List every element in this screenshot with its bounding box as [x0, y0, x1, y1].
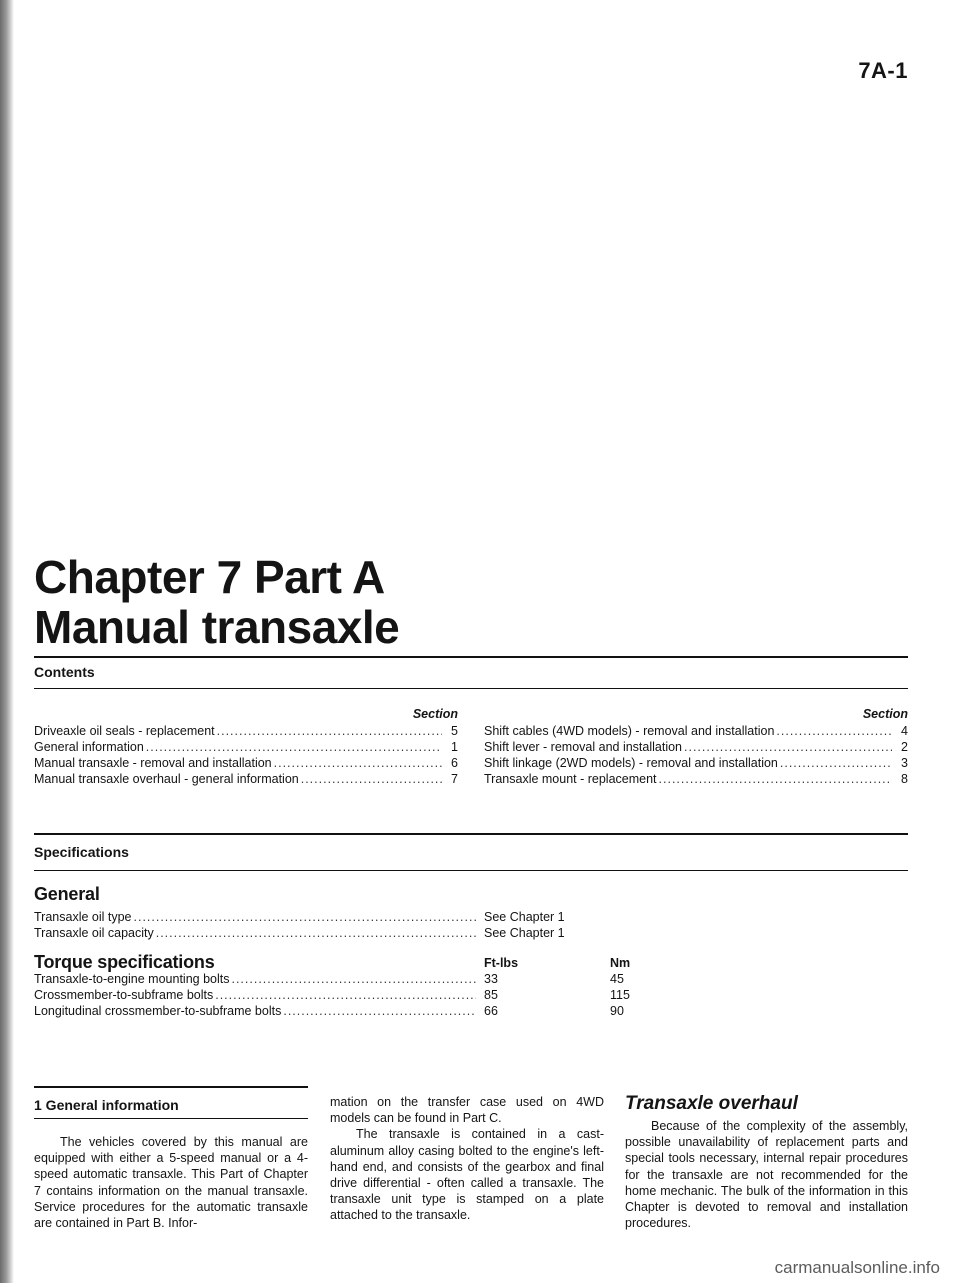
general-specs-heading: General: [34, 884, 100, 904]
torque-label: Crossmember-to-subframe bolts: [34, 988, 214, 1002]
ftlbs-column-label: Ft-lbs: [484, 956, 519, 970]
chapter-title-block: [34, 552, 399, 652]
toc-title: Shift linkage (2WD models) - removal and installation: [484, 756, 778, 770]
torque-nm: 90: [610, 1004, 624, 1018]
spec-label: Transaxle oil capacity: [34, 926, 154, 940]
contents-left-column: [34, 707, 458, 788]
toc-section-number: 7: [451, 772, 458, 786]
chapter-title: Chapter 7 Part A: [34, 551, 385, 603]
transaxle-overhaul-paragraph: Because of the complexity of the assembly, possible unavailability of replacement parts and special tools necessary, internal repair procedures for the transaxle are not recommended for the home mechanic. The bulk of the information in this Chapter is devoted to removal and installation procedures.: [625, 1119, 908, 1231]
transaxle-overhaul-heading: Transaxle overhaul: [625, 1093, 798, 1114]
torque-row: [34, 1004, 908, 1020]
contents-heading: Contents: [34, 664, 95, 680]
torque-specs-heading: Torque specifications: [34, 952, 215, 972]
section-column-header: Section: [862, 707, 908, 721]
toc-row[interactable]: [34, 724, 458, 740]
general-info-top-rule: [34, 1086, 308, 1088]
toc-section-number: 3: [901, 756, 908, 770]
toc-row[interactable]: [34, 740, 458, 756]
torque-ftlbs: 33: [484, 972, 498, 986]
general-info-sub-rule: [34, 1118, 308, 1119]
transaxle-overhaul-column: [625, 1118, 908, 1231]
toc-section-number: 5: [451, 724, 458, 738]
general-info-paragraph: mation on the transfer case used on 4WD models can be found in Part C.: [330, 1095, 604, 1126]
toc-title: Shift lever - removal and installation: [484, 740, 683, 754]
torque-nm: 45: [610, 972, 624, 986]
torque-ftlbs: 66: [484, 1004, 498, 1018]
section-column-header: Section: [412, 707, 458, 721]
toc-title: General information: [34, 740, 144, 754]
page-number: 7A-1: [858, 58, 908, 83]
contents-sub-rule: [34, 688, 908, 689]
spec-row: [34, 910, 908, 926]
scan-binding-edge: [0, 0, 14, 1283]
toc-title: Manual transaxle overhaul - general information: [34, 772, 299, 786]
toc-row[interactable]: [484, 772, 908, 788]
site-watermark: carmanualsonline.info: [774, 1258, 940, 1277]
general-info-paragraph: The transaxle is contained in a cast-aluminum alloy casing bolted to the engine's left-hand end, and consists of the gearbox and final drive differential - often called a transaxle. The transaxle unit type is stamped on a plate attached to the transaxle.: [330, 1127, 604, 1223]
toc-section-number: 6: [451, 756, 458, 770]
toc-title: Driveaxle oil seals - replacement: [34, 724, 215, 738]
torque-nm: 115: [610, 988, 630, 1002]
contents-right-column: [484, 707, 908, 788]
nm-column-label: Nm: [610, 956, 631, 970]
spec-row: [34, 926, 908, 942]
torque-row: [34, 972, 908, 988]
toc-section-number: 2: [901, 740, 908, 754]
toc-title: Manual transaxle - removal and installation: [34, 756, 272, 770]
toc-row[interactable]: [484, 740, 908, 756]
torque-specs-table: [34, 956, 908, 1020]
spec-label: Transaxle oil type: [34, 910, 132, 924]
specifications-top-rule: [34, 833, 908, 835]
general-info-paragraph: The vehicles covered by this manual are equipped with either a 5-speed manual or a 4-speed automatic transaxle. This Part of Chapter 7 contains information on the manual transaxle. Service procedures for the automatic transaxle are contained in Part B. Infor-: [34, 1135, 308, 1231]
spec-value: See Chapter 1: [484, 926, 565, 940]
toc-section-number: 4: [901, 724, 908, 738]
general-info-column-1: [34, 1134, 308, 1231]
general-specs-table: [34, 910, 908, 942]
specifications-heading: Specifications: [34, 844, 129, 860]
toc-row[interactable]: [484, 756, 908, 772]
torque-label: Longitudinal crossmember-to-subframe bolts: [34, 1004, 282, 1018]
toc-row[interactable]: [34, 772, 458, 788]
torque-row: [34, 988, 908, 1004]
contents-top-rule: [34, 656, 908, 658]
general-info-heading: 1 General information: [34, 1097, 179, 1113]
torque-units-row: [34, 956, 908, 972]
toc-section-number: 1: [451, 740, 458, 754]
torque-label: Transaxle-to-engine mounting bolts: [34, 972, 230, 986]
torque-ftlbs: 85: [484, 988, 498, 1002]
toc-row[interactable]: [484, 724, 908, 740]
toc-title: Shift cables (4WD models) - removal and installation: [484, 724, 775, 738]
spec-value: See Chapter 1: [484, 910, 565, 924]
chapter-subtitle: Manual transaxle: [34, 601, 400, 653]
toc-title: Transaxle mount - replacement: [484, 772, 657, 786]
specifications-sub-rule: [34, 870, 908, 871]
toc-section-number: 8: [901, 772, 908, 786]
toc-row[interactable]: [34, 756, 458, 772]
general-info-column-2: [330, 1094, 604, 1224]
